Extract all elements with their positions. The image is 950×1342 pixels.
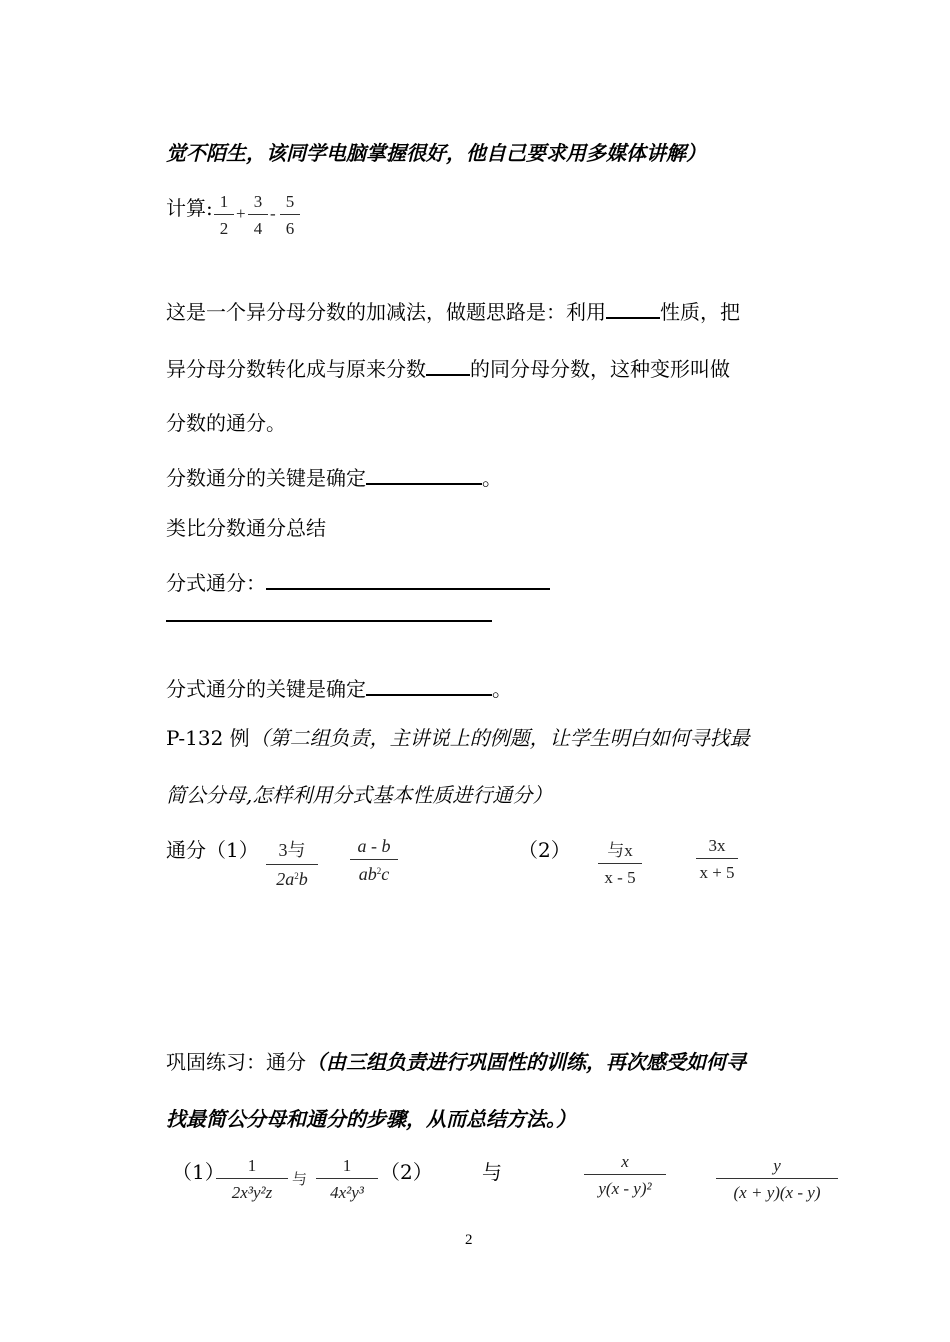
numerator: 1 <box>247 1156 257 1175</box>
numerator: a - b <box>357 836 391 856</box>
example-line-1 <box>166 726 750 750</box>
denominator: 6 <box>285 219 295 238</box>
yu-connector: 与 <box>292 1172 308 1188</box>
denominator: x + 5 <box>699 863 735 882</box>
practice-2-label: （2） <box>380 1160 433 1184</box>
fraction-5-6 <box>280 192 300 239</box>
practice-line-1 <box>166 1050 746 1074</box>
text: 异分母分数转化成与原来分数 <box>166 357 426 381</box>
example-line-2: 简公分母,怎样利用分式基本性质进行通分） <box>166 783 553 807</box>
paragraph-line-2 <box>166 354 730 381</box>
fenshi-line <box>166 568 550 595</box>
calc-label: 计算: <box>166 196 213 220</box>
den-part: c <box>381 864 390 884</box>
numerator: x <box>621 1152 629 1171</box>
paragraph-line-3: 分数的通分。 <box>166 411 286 435</box>
practice-line-2: 找最简公分母和通分的步骤，从而总结方法。） <box>166 1107 576 1131</box>
fraction-a-b-over-ab2c <box>350 836 398 885</box>
yu-connector: 与 <box>482 1160 502 1184</box>
denominator <box>350 860 398 885</box>
tongfen-label: 通分（1） <box>166 838 259 862</box>
denominator: x - 5 <box>604 868 636 887</box>
plus-operator: + <box>236 204 246 223</box>
fill-blank <box>426 354 470 376</box>
denominator <box>266 865 318 890</box>
numerator: 与x <box>607 841 633 860</box>
text: 分式通分： <box>166 571 266 595</box>
practice-label: 巩固练习：通分 <box>166 1050 306 1074</box>
fraction-1-2 <box>214 192 234 239</box>
numerator: 3 <box>253 192 263 211</box>
minus-operator: - <box>270 204 276 223</box>
fraction-3x-over-x+5 <box>696 836 738 883</box>
practice-1-label: （1） <box>172 1160 225 1184</box>
denominator: (x + y)(x - y) <box>733 1183 821 1202</box>
analogy-heading: 类比分数通分总结 <box>166 516 326 540</box>
key-fenshi-line <box>166 674 512 701</box>
paragraph-line-1 <box>166 297 740 324</box>
fraction-1-over-4x2y3 <box>316 1156 378 1203</box>
text: 分式通分的关键是确定 <box>166 677 366 701</box>
fraction-3-over-2a2b <box>266 836 318 890</box>
page-number: 2 <box>465 1232 473 1248</box>
fill-blank <box>366 463 482 485</box>
denominator: 4 <box>253 219 263 238</box>
numerator: 5 <box>285 192 295 211</box>
continuation-line: 觉不陌生，该同学电脑掌握很好，他自己要求用多媒体讲解） <box>166 141 706 165</box>
text: 性质，把 <box>660 300 740 324</box>
text: 这是一个异分母分数的加减法，做题思路是：利用 <box>166 300 606 324</box>
exponent: 2 <box>376 866 382 876</box>
denominator: 4x²y³ <box>330 1183 364 1202</box>
fill-blank-line <box>166 620 492 622</box>
text: 分数通分的关键是确定 <box>166 466 366 490</box>
part-2-label: （2） <box>518 838 571 862</box>
fraction-x-over-y-x-y-sq <box>584 1152 666 1199</box>
fraction-y-over-x+y-x-y <box>716 1156 838 1203</box>
example-label: P-132 例 <box>166 726 250 750</box>
numerator: 1 <box>219 192 229 211</box>
key-fraction-line <box>166 463 502 490</box>
denominator: y(x - y)² <box>598 1179 652 1198</box>
numerator: y <box>773 1156 781 1175</box>
numerator: 3x <box>708 836 726 855</box>
example-note: （第二组负责，主讲说上的例题，让学生明白如何寻找最 <box>249 726 750 750</box>
text: 。 <box>492 677 512 701</box>
fill-blank <box>606 297 660 319</box>
exponent: 2 <box>294 871 299 881</box>
text: 。 <box>482 466 502 490</box>
fraction-1-over-2x3y2z <box>216 1156 288 1203</box>
denominator: 2 <box>219 219 229 238</box>
fraction-3-4 <box>248 192 268 239</box>
denominator: 2x³y²z <box>231 1183 273 1202</box>
fraction-x-over-x-5 <box>598 836 642 888</box>
den-part: 2a <box>276 869 295 889</box>
den-part: ab <box>358 864 377 884</box>
text: 的同分母分数，这种变形叫做 <box>470 357 730 381</box>
practice-note: （由三组负责进行巩固性的训练，再次感受如何寻 <box>306 1050 746 1074</box>
den-part: b <box>298 869 308 889</box>
numerator: 1 <box>342 1156 352 1175</box>
numerator: 3与 <box>278 840 306 860</box>
fill-blank <box>266 568 550 590</box>
fill-blank <box>366 674 492 696</box>
